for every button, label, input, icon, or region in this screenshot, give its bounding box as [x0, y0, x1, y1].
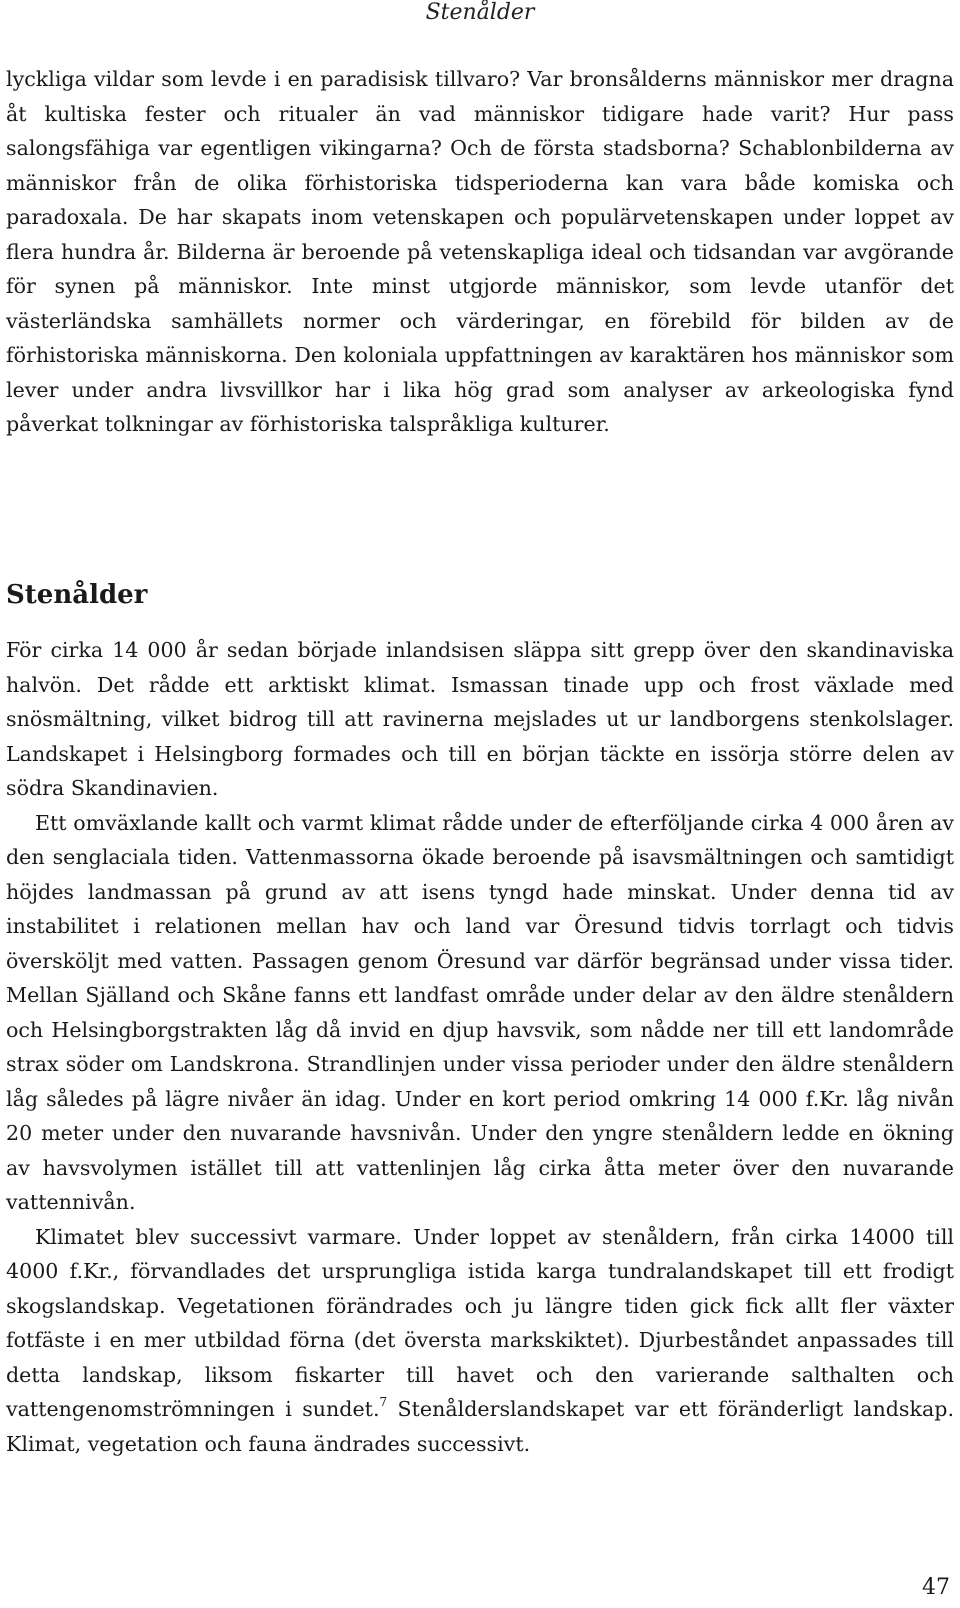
body-paragraph-3-part-2: Stenålderslandskapet var ett föränderligt landskap. Klimat, vegetation och fauna ändrades successivt.: [6, 1397, 954, 1456]
body-paragraph-3: [6, 1220, 954, 1462]
page-number: 47: [922, 1575, 950, 1600]
section-heading: Stenålder: [6, 580, 148, 610]
intro-paragraph: lyckliga vildar som levde i en paradisisk tillvaro? Var bronsålderns människor mer dragna åt kultiska fester och ritualer än vad människor tidigare hade varit? Hur pass salongsfähiga var egentligen vikingarna? Och de första stadsborna? Schablonbilderna av människor från de olika förhistoriska tidsperioderna kan vara både komiska och paradoxala. De har skapats inom vetenskapen och populärvetenskapen under loppet av flera hundra år. Bilderna är beroende på vetenskapliga ideal och tidsandan var avgörande för synen på människor. Inte minst utgjorde människor, som levde utanför det västerländska samhällets normer och värderingar, en förebild för bilden av de förhistoriska människorna. Den koloniala uppfattningen av karaktären hos människor som lever under andra livsvillkor har i lika hög grad som analyser av arkeologiska fynd påverkat tolkningar av förhistoriska talspråkliga kulturer.: [6, 67, 954, 436]
section-body: [6, 633, 954, 1461]
body-paragraph-2: Ett omväxlande kallt och varmt klimat rådde under de efterföljande cirka 4 000 åren av den senglaciala tiden. Vattenmassorna ökade beroende på isavsmältningen och samtidigt höjdes landmassan på grund av att isens tyngd hade minskat. Under denna tid av instabilitet i relationen mellan hav och land var Öresund tidvis torrlagt och tidvis översköljt med vatten. Passagen genom Öresund var därför begränsad under vissa tider. Mellan Själland och Skåne fanns ett landfast område under delar av den äldre stenåldern och Helsingborgstrakten låg då invid en djup havsvik, som nådde ner till ett landområde strax söder om Landskrona. Strandlinjen under vissa perioder under den äldre stenåldern låg således på lägre nivåer än idag. Under en kort period omkring 14 000 f.Kr. låg nivån 20 meter under den nuvarande havsnivån. Under den yngre stenåldern ledde en ökning av havsvolymen istället till att vattenlinjen låg cirka åtta meter över den nuvarande vattennivån.: [6, 810, 954, 1214]
footnote-reference[interactable]: 7: [379, 1395, 388, 1410]
intro-paragraph-block: [6, 62, 954, 442]
body-paragraph-1: För cirka 14 000 år sedan började inlandsisen släppa sitt grepp över den skandinaviska halvön. Det rådde ett arktiskt klimat. Ismassan tinade upp och frost växlade med snösmältning, vilket bidrog till att ravinerna mejslades ut ur landborgens stenkolslager. Landskapet i Helsingborg formades och till en början täckte en issörja större delen av södra Skandinavien.: [6, 638, 954, 800]
running-head: Stenålder: [425, 0, 535, 25]
body-paragraph-3-part-1: Klimatet blev successivt varmare. Under loppet av stenåldern, från cirka 14000 till 4000 f.Kr., förvandlades det ursprungliga istida karga tundralandskapet till ett frodigt skogslandskap. Vegetationen förändrades och ju längre tiden gick fick allt fler växter fotfäste i en mer utbildad förna (det översta markskiktet). Djurbeståndet anpassades till detta landskap, liksom fiskarter till havet och den varierande salthalten och vattengenomströmningen i sundet.: [6, 1224, 954, 1421]
